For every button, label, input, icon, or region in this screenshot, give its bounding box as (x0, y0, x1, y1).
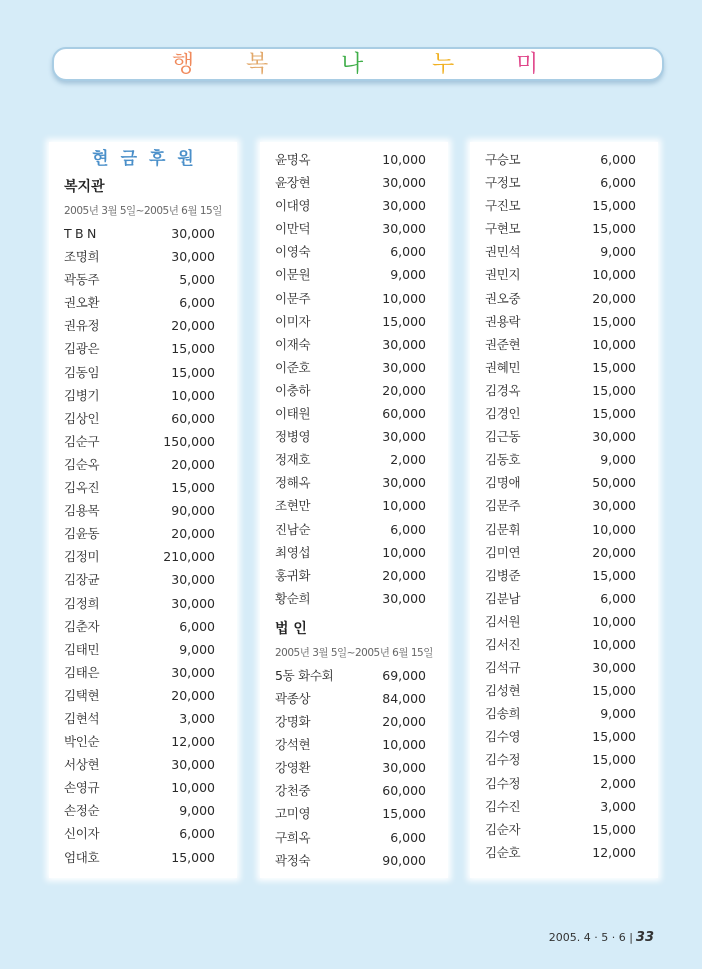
donation-amount: 15,000 (592, 683, 636, 699)
donation-amount: 20,000 (382, 382, 426, 398)
donation-amount: 15,000 (592, 567, 636, 583)
donor-name: 김근동 (485, 429, 521, 445)
donation-amount: 20,000 (382, 714, 426, 730)
donation-amount: 10,000 (592, 336, 636, 352)
donor-name: 이문원 (275, 267, 311, 283)
donor-name: T B N (64, 226, 97, 241)
period-label: 2005년 3월 5일~2005년 6월 15일 (64, 205, 222, 217)
donation-amount: 30,000 (592, 429, 636, 445)
donor-name: 이문주 (275, 290, 311, 306)
donor-row (49, 615, 237, 638)
donation-amount: 10,000 (592, 267, 636, 283)
donation-amount: 15,000 (171, 480, 215, 496)
donor-name: 김장균 (64, 572, 100, 588)
donor-name: 김병준 (485, 567, 521, 583)
donor-row (260, 826, 448, 849)
donor-row (470, 240, 658, 263)
donation-amount: 6,000 (390, 244, 426, 260)
donation-amount: 15,000 (592, 313, 636, 329)
donor-row (260, 587, 448, 610)
donor-name: 김광은 (64, 341, 100, 357)
donation-amount: 9,000 (600, 244, 636, 260)
donor-name: 김태민 (64, 641, 100, 657)
donor-name: 김옥진 (64, 480, 100, 496)
donor-name: 조명희 (64, 249, 100, 265)
donor-name: 김상인 (64, 410, 100, 426)
donor-row (470, 217, 658, 240)
donation-amount: 15,000 (592, 382, 636, 398)
donor-row (260, 518, 448, 541)
donor-row (260, 564, 448, 587)
donation-amount: 10,000 (382, 737, 426, 753)
donation-amount: 12,000 (171, 734, 215, 750)
donation-amount: 9,000 (600, 452, 636, 468)
donor-name: 최영섭 (275, 544, 311, 560)
issue-date: 2005. 4 · 5 · 6 | (548, 931, 633, 944)
donor-row (260, 356, 448, 379)
donor-name: 권민지 (485, 267, 521, 283)
donation-amount: 30,000 (171, 757, 215, 773)
donor-name: 정해옥 (275, 475, 311, 491)
donor-list (470, 148, 658, 864)
donor-name: 권용락 (485, 313, 521, 329)
donation-amount: 210,000 (163, 549, 215, 565)
donation-amount: 60,000 (382, 783, 426, 799)
banner-char: 나 (341, 51, 364, 77)
donor-row (49, 661, 237, 684)
donor-row (470, 333, 658, 356)
donor-row (470, 194, 658, 217)
donor-row (260, 802, 448, 825)
donation-amount: 10,000 (382, 544, 426, 560)
donor-name: 김순옥 (64, 456, 100, 472)
banner-char: 복 (246, 51, 269, 77)
donor-name: 김미연 (485, 544, 521, 560)
donor-row (470, 587, 658, 610)
donor-row (49, 638, 237, 661)
donor-name: 박인순 (64, 734, 100, 750)
donor-column-1 (49, 142, 237, 878)
donor-row (260, 402, 448, 425)
donor-row (470, 818, 658, 841)
donor-name: 권오중 (485, 290, 521, 306)
donation-amount: 30,000 (382, 760, 426, 776)
donor-name: 김태은 (64, 664, 100, 680)
donor-row (49, 568, 237, 591)
donor-name: 김택현 (64, 687, 100, 703)
donor-row (470, 679, 658, 702)
donation-amount: 9,000 (179, 803, 215, 819)
donor-list (260, 664, 448, 872)
donation-amount: 10,000 (382, 498, 426, 514)
donor-row (49, 245, 237, 268)
donation-amount: 15,000 (592, 729, 636, 745)
donor-row (470, 772, 658, 795)
donor-row (49, 545, 237, 568)
donation-amount: 30,000 (382, 336, 426, 352)
donation-amount: 10,000 (592, 613, 636, 629)
donation-amount: 15,000 (592, 221, 636, 237)
donor-name: 김서진 (485, 636, 521, 652)
donor-name: 김동호 (485, 452, 521, 468)
donor-row (260, 263, 448, 286)
donor-row (49, 707, 237, 730)
donor-row (49, 222, 237, 245)
donor-row (49, 476, 237, 499)
donation-amount: 10,000 (592, 636, 636, 652)
donation-amount: 30,000 (171, 664, 215, 680)
donor-row (49, 384, 237, 407)
donor-column-2 (260, 142, 448, 878)
donor-row (49, 753, 237, 776)
donor-row (260, 541, 448, 564)
donation-amount: 15,000 (382, 313, 426, 329)
donor-name: 김경옥 (485, 382, 521, 398)
donation-amount: 50,000 (592, 475, 636, 491)
donation-amount: 15,000 (592, 359, 636, 375)
donor-name: 김용목 (64, 503, 100, 519)
donation-amount: 2,000 (600, 775, 636, 791)
donation-amount: 30,000 (382, 221, 426, 237)
donation-amount: 3,000 (179, 710, 215, 726)
donor-name: 권혜민 (485, 359, 521, 375)
donor-name: 김분남 (485, 590, 521, 606)
donation-amount: 90,000 (171, 503, 215, 519)
donor-name: 김현석 (64, 710, 100, 726)
donation-amount: 6,000 (600, 152, 636, 167)
donor-row (470, 448, 658, 471)
donation-amount: 15,000 (592, 406, 636, 422)
donor-name: 곽종상 (275, 690, 311, 706)
period-label: 2005년 3월 5일~2005년 6월 15일 (275, 646, 433, 659)
donor-name: 이미자 (275, 313, 311, 329)
donor-row (49, 730, 237, 753)
donor-name: 이영숙 (275, 244, 311, 260)
donation-amount: 30,000 (382, 429, 426, 445)
donor-name: 이태원 (275, 406, 311, 422)
donor-name: 김수정 (485, 775, 521, 791)
donor-name: 이준호 (275, 359, 311, 375)
donation-amount: 6,000 (390, 521, 426, 537)
donation-amount: 15,000 (171, 849, 215, 865)
donor-name: 권유정 (64, 318, 100, 334)
donor-name: 김윤동 (64, 526, 100, 542)
donor-name: 강천중 (275, 783, 311, 799)
donor-name: 구승모 (485, 152, 521, 167)
donation-amount: 12,000 (592, 844, 636, 860)
donor-row (260, 425, 448, 448)
donor-row (260, 333, 448, 356)
donor-row (49, 314, 237, 337)
section-heading-corporate: 법 인 (275, 620, 307, 637)
banner-char: 누 (432, 51, 455, 77)
donor-name: 김성현 (485, 683, 521, 699)
donor-name: 권오환 (64, 295, 100, 311)
donation-amount: 6,000 (179, 826, 215, 842)
donor-name: 김송희 (485, 706, 521, 722)
donor-row (470, 795, 658, 818)
donation-amount: 30,000 (382, 359, 426, 375)
donor-row (470, 310, 658, 333)
page-footer (549, 930, 654, 945)
donor-name: 윤장현 (275, 175, 311, 191)
donor-row (49, 361, 237, 384)
donation-amount: 69,000 (382, 667, 426, 683)
donor-name: 신이자 (64, 826, 100, 842)
donation-amount: 30,000 (592, 498, 636, 514)
donor-name: 곽동주 (64, 272, 100, 288)
donation-amount: 90,000 (382, 852, 426, 868)
donor-name: 김정희 (64, 595, 100, 611)
donor-row (470, 287, 658, 310)
donation-amount: 6,000 (600, 590, 636, 606)
donor-row (49, 453, 237, 476)
donor-row (49, 592, 237, 615)
donation-amount: 30,000 (171, 249, 215, 265)
donor-row (49, 291, 237, 314)
donor-name: 고미영 (275, 806, 311, 822)
donor-name: 정병영 (275, 429, 311, 445)
donor-name: 홍귀화 (275, 567, 311, 583)
donation-amount: 60,000 (171, 410, 215, 426)
title-banner (52, 47, 664, 81)
donation-amount: 20,000 (171, 318, 215, 334)
donor-row (260, 779, 448, 802)
donation-amount: 30,000 (382, 198, 426, 214)
donor-row (470, 494, 658, 517)
donor-row (470, 748, 658, 771)
donor-name: 강영환 (275, 760, 311, 776)
donor-row (49, 522, 237, 545)
donor-row (470, 610, 658, 633)
donation-amount: 10,000 (382, 290, 426, 306)
donation-amount: 30,000 (382, 590, 426, 606)
donation-amount: 15,000 (171, 364, 215, 380)
section-heading-welfare: 복지관 (64, 179, 105, 195)
donation-amount: 10,000 (382, 152, 426, 167)
donor-name: 구현모 (485, 221, 521, 237)
donor-name: 손영규 (64, 780, 100, 796)
donor-row (470, 425, 658, 448)
donation-amount: 150,000 (163, 433, 215, 449)
donation-amount: 10,000 (171, 780, 215, 796)
donor-row (260, 310, 448, 333)
donor-name: 김순구 (64, 433, 100, 449)
donor-name: 황순희 (275, 590, 311, 606)
donor-name: 김춘자 (64, 618, 100, 634)
donation-amount: 6,000 (179, 618, 215, 634)
donor-row (49, 799, 237, 822)
donation-amount: 20,000 (171, 456, 215, 472)
donor-name: 김순호 (485, 844, 521, 860)
donation-amount: 84,000 (382, 690, 426, 706)
donor-name: 조현만 (275, 498, 311, 514)
donation-amount: 20,000 (382, 567, 426, 583)
donor-row (470, 356, 658, 379)
donation-amount: 30,000 (171, 572, 215, 588)
donation-amount: 9,000 (179, 641, 215, 657)
donor-row (470, 725, 658, 748)
donor-name: 권민석 (485, 244, 521, 260)
donor-name: 이만덕 (275, 221, 311, 237)
donor-row (470, 263, 658, 286)
banner-char: 행 (172, 51, 195, 77)
donation-amount: 30,000 (171, 226, 215, 241)
donor-row (260, 194, 448, 217)
donation-amount: 30,000 (382, 175, 426, 191)
donation-amount: 15,000 (592, 821, 636, 837)
donation-amount: 2,000 (390, 452, 426, 468)
donation-amount: 30,000 (592, 660, 636, 676)
donation-amount: 20,000 (171, 687, 215, 703)
donor-row (260, 448, 448, 471)
donation-amount: 15,000 (171, 341, 215, 357)
donor-name: 김동임 (64, 364, 100, 380)
donation-amount: 60,000 (382, 406, 426, 422)
donor-row (470, 633, 658, 656)
donor-row (260, 849, 448, 872)
page-number: 33 (635, 930, 654, 945)
donor-row (260, 494, 448, 517)
donor-list (260, 148, 448, 610)
donor-row (260, 687, 448, 710)
donor-name: 김서원 (485, 613, 521, 629)
donor-row (49, 499, 237, 522)
donor-name: 손정순 (64, 803, 100, 819)
donation-amount: 3,000 (600, 798, 636, 814)
donor-name: 김수정 (485, 752, 521, 768)
donation-amount: 10,000 (171, 387, 215, 403)
donor-row (470, 471, 658, 494)
donor-row (49, 822, 237, 845)
donor-row (470, 564, 658, 587)
donor-name: 김석규 (485, 660, 521, 676)
donor-column-3 (470, 142, 658, 878)
donor-name: 서상현 (64, 757, 100, 773)
donor-name: 김경인 (485, 406, 521, 422)
donor-row (260, 148, 448, 171)
donor-name: 권준현 (485, 336, 521, 352)
donor-name: 이재숙 (275, 336, 311, 352)
donation-amount: 30,000 (382, 475, 426, 491)
donation-amount: 15,000 (382, 806, 426, 822)
donation-amount: 5,000 (179, 272, 215, 288)
donor-name: 김문휘 (485, 521, 521, 537)
donation-amount: 9,000 (600, 706, 636, 722)
donation-amount: 9,000 (390, 267, 426, 283)
donor-row (470, 518, 658, 541)
donation-amount: 6,000 (179, 295, 215, 311)
donor-name: 구정모 (485, 175, 521, 191)
donor-row (470, 402, 658, 425)
donor-name: 진남순 (275, 521, 311, 537)
donor-row (260, 240, 448, 263)
donor-name: 김명애 (485, 475, 521, 491)
donor-name: 강명화 (275, 714, 311, 730)
donor-name: 이대영 (275, 198, 311, 214)
donation-amount: 6,000 (600, 175, 636, 191)
donor-row (49, 430, 237, 453)
donor-name: 김순자 (485, 821, 521, 837)
donor-row (49, 776, 237, 799)
donor-name: 김문주 (485, 498, 521, 514)
donation-amount: 20,000 (592, 544, 636, 560)
donor-row (260, 710, 448, 733)
donation-amount: 10,000 (592, 521, 636, 537)
donor-row (49, 337, 237, 360)
donor-row (260, 217, 448, 240)
donor-row (470, 148, 658, 171)
column-title: 현금후원 (92, 149, 206, 169)
donor-row (260, 733, 448, 756)
donation-amount: 20,000 (171, 526, 215, 542)
donation-amount: 6,000 (390, 829, 426, 845)
donor-row (260, 471, 448, 494)
donor-name: 정재호 (275, 452, 311, 468)
donation-amount: 15,000 (592, 752, 636, 768)
donor-name: 구진모 (485, 198, 521, 214)
donor-row (470, 379, 658, 402)
donor-row (49, 684, 237, 707)
donor-row (260, 287, 448, 310)
donor-name: 5동 화수회 (275, 667, 334, 683)
donation-amount: 30,000 (171, 595, 215, 611)
donor-row (260, 756, 448, 779)
donor-name: 김수진 (485, 798, 521, 814)
donor-name: 구희옥 (275, 829, 311, 845)
donor-row (49, 268, 237, 291)
donor-row (260, 379, 448, 402)
banner-char: 미 (516, 51, 539, 77)
donor-row (470, 841, 658, 864)
donor-list (49, 222, 237, 869)
donor-row (49, 407, 237, 430)
donor-row (470, 171, 658, 194)
donor-name: 김병기 (64, 387, 100, 403)
donor-name: 이충하 (275, 382, 311, 398)
donor-row (470, 656, 658, 679)
donation-amount: 15,000 (592, 198, 636, 214)
donor-row (49, 846, 237, 869)
donor-row (260, 664, 448, 687)
donor-name: 윤명옥 (275, 152, 311, 167)
donor-name: 김수영 (485, 729, 521, 745)
donor-name: 곽정숙 (275, 852, 311, 868)
donor-name: 엄대호 (64, 849, 100, 865)
donor-row (260, 171, 448, 194)
donation-amount: 20,000 (592, 290, 636, 306)
donor-name: 강석현 (275, 737, 311, 753)
donor-row (470, 702, 658, 725)
donor-name: 김정미 (64, 549, 100, 565)
donor-row (470, 541, 658, 564)
